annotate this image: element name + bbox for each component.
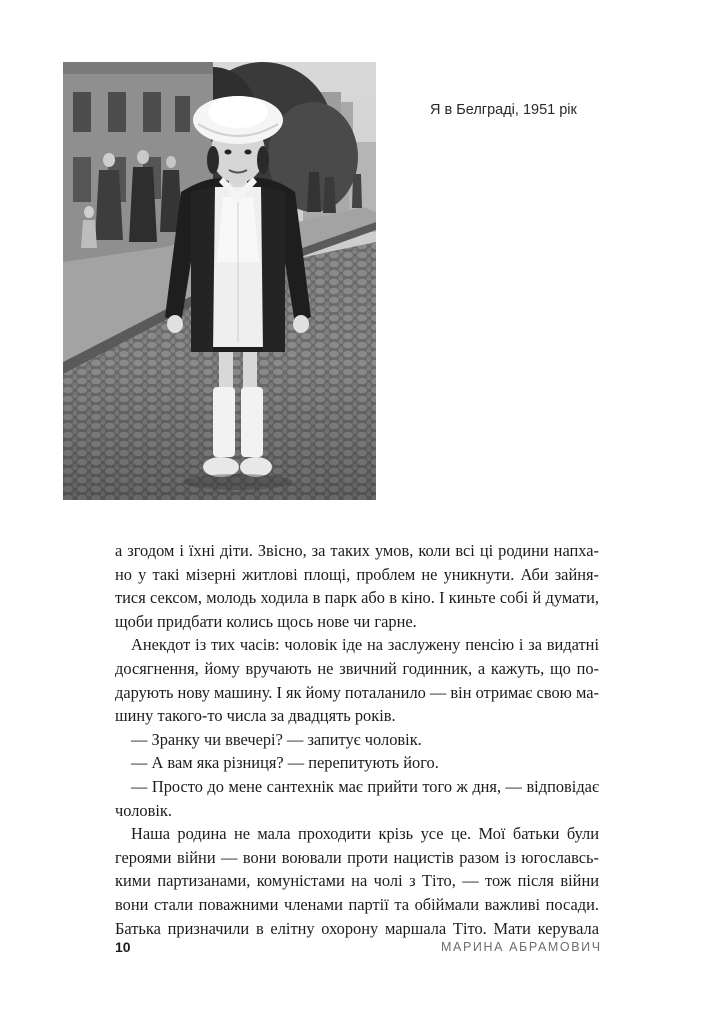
dialogue-line: — А вам яка різниця? — перепитують його. — [131, 753, 439, 773]
text-line: кими партизанами, комуністами на чолі з Тіто, — тож після війни — [115, 871, 599, 891]
running-head: МАРИНА АБРАМОВИЧ — [441, 940, 602, 954]
body-text — [115, 539, 599, 940]
text-line: досягнення, йому вручають не звичний годинник, а кажуть, що по- — [115, 658, 599, 678]
text-line: Батька призначили в елітну охорону маршала Тіто. Мати керувала — [115, 918, 599, 938]
text-line: тися сексом, молодь ходила в парк або в кіно. І киньте собі й думати, — [115, 588, 599, 608]
photo-girl-in-belgrade — [63, 62, 376, 500]
text-line: чоловік. — [115, 800, 172, 820]
text-line: Анекдот із тих часів: чоловік іде на заслужену пенсію і за видатні — [131, 635, 599, 655]
photo-caption: Я в Белграді, 1951 рік — [430, 102, 577, 118]
text-line: вони стали поважними членами партії та обіймали важливі посади. — [115, 894, 599, 914]
text-line: героями війни — вони воювали проти нацистів разом із югославсь- — [115, 847, 599, 867]
text-line: щоби придбати колись щось нове чи гарне. — [115, 611, 417, 631]
dialogue-line: — Зранку чи ввечері? — запитує чоловік. — [131, 729, 422, 749]
text-line: а згодом і їхні діти. Звісно, за таких умов, коли всі ці родини напха- — [115, 541, 599, 560]
text-line: шину такого-то числа за двадцять років. — [115, 706, 396, 726]
text-line: но у такі мізерні житлові площі, проблем не уникнути. Аби зайня- — [115, 564, 599, 584]
text-line: дарують нову машину. І як йому поталанило — він отримає свою ма- — [115, 682, 599, 702]
page-number: 10 — [115, 939, 131, 955]
text-line: Наша родина не мала проходити крізь усе це. Мої батьки були — [131, 824, 599, 844]
dialogue-line: — Просто до мене сантехнік має прийти того ж дня, — відповідає — [131, 776, 599, 796]
